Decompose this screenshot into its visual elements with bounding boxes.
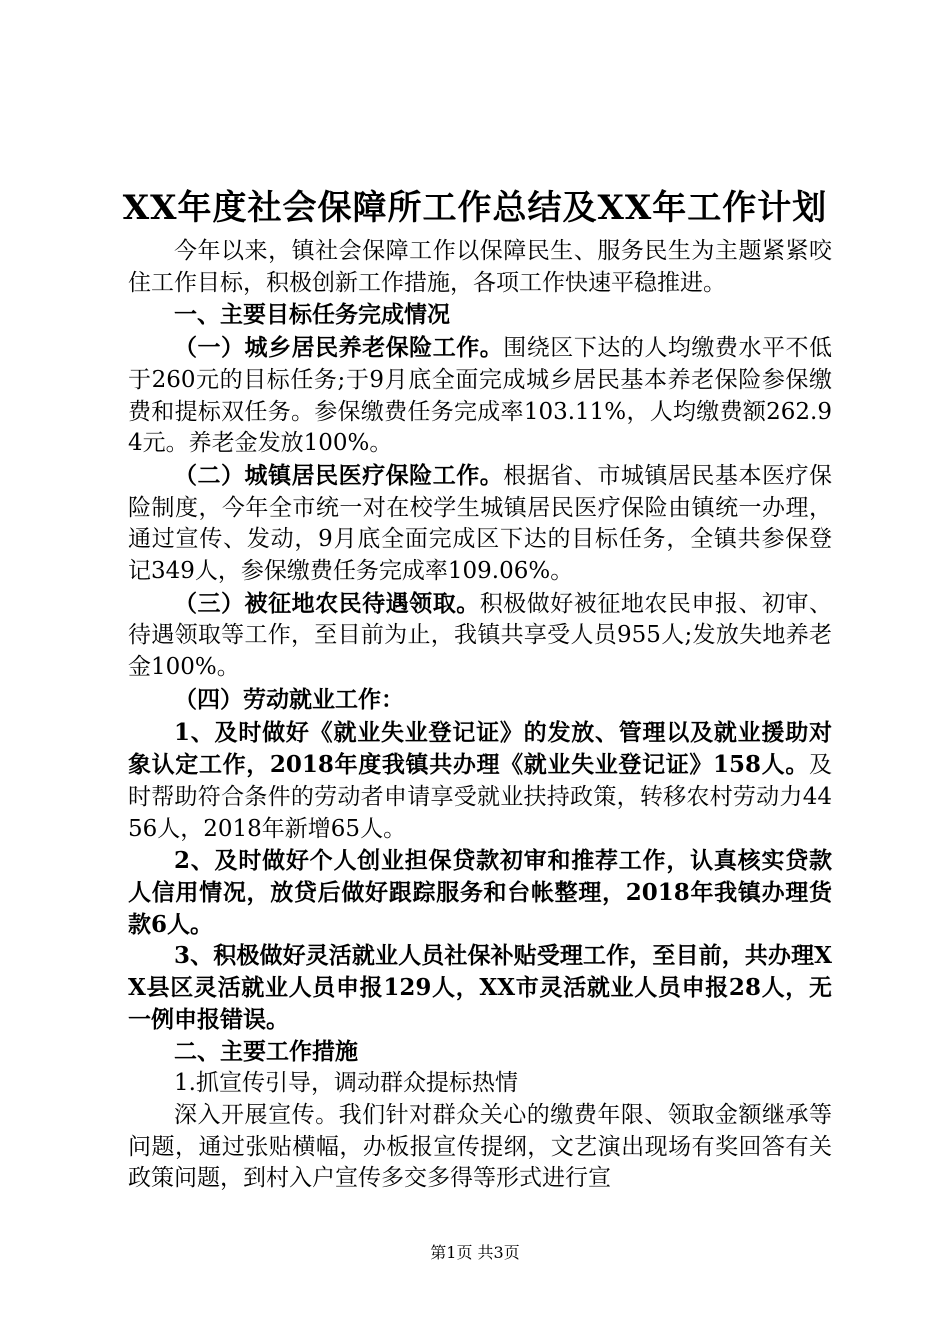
item-3-text: 积极做好被征地农民申报、初审、待遇领取等工作，至目前为止，我镇共享受人员955人;发放失地养老金100%。 — [128, 590, 833, 681]
item-2-paragraph — [128, 460, 832, 588]
section-2-heading-text: 二、主要工作措施 — [174, 1037, 358, 1065]
measure-1-heading: 1.抓宣传引导，调动群众提标热情 — [174, 1070, 518, 1097]
item-4-2-paragraph: 2、及时做好个人创业担保贷款初审和推荐工作，认真核实贷款人信用情况，放贷后做好跟踪服务和台帐整理，2018年我镇办理货款6人。 — [128, 847, 832, 938]
item-3-lead: （三）被征地农民待遇领取。 — [174, 589, 480, 617]
section-1-heading — [128, 299, 832, 332]
page-footer — [0, 1243, 950, 1263]
page-total: 共3页 — [477, 1243, 520, 1262]
intro-paragraph: 今年以来，镇社会保障工作以保障民生、服务民生为主题紧紧咬住工作目标，积极创新工作措施，各项工作快速平稳推进。 — [128, 238, 832, 296]
item-4-1-text: 1、及时做好《就业失业登记证》的发放、管理以及就业援助对象认定工作，2018年度我镇共办理《就业失业登记证》158人。 — [128, 718, 832, 779]
section-1-heading-text: 一、主要目标任务完成情况 — [174, 301, 450, 329]
document-title: XX年度社会保障所工作总结及XX年工作计划 — [122, 188, 828, 228]
measure-1-paragraph: 深入开展宣传。我们针对群众关心的缴费年限、领取金额继承等问题，通过张贴横幅，办板报宣传提纲，文艺演出现场有奖回答有关政策问题，到村入户宣传多交多得等形式进行宣 — [128, 1101, 832, 1192]
item-4-heading — [128, 684, 832, 717]
item-4-1-paragraph — [128, 717, 832, 846]
item-2-text: 根据省、市城镇居民基本医疗保险制度，今年全市统一对在校学生城镇居民医疗保险由镇统一办理，通过宣传、发动，9月底全面完成区下达的目标任务，全镇共参保登记349人，参保缴费任务完成率109.06%。 — [128, 462, 833, 585]
item-4-heading-text: （四）劳动就业工作： — [174, 685, 404, 713]
item-2-lead: （二）城镇居民医疗保险工作。 — [174, 461, 504, 489]
document-body — [128, 236, 832, 1195]
section-2-heading — [128, 1036, 832, 1069]
item-4-1-tail: 及时帮助符合条件的劳动者申请享受就业扶持政策，转移农村劳动力4456人，2018年新增65人。 — [128, 752, 832, 842]
item-1-lead: （一）城乡居民养老保险工作。 — [174, 334, 504, 362]
page-number: 第1页 — [430, 1243, 473, 1262]
item-4-3-paragraph: 3、积极做好灵活就业人员社保补贴受理工作，至目前，共办理XX县区灵活就业人员申报129人，XX市灵活就业人员申报28人，无一例申报错误。 — [128, 942, 832, 1033]
item-1-paragraph — [128, 332, 832, 460]
item-1-text: 围绕区下达的人均缴费水平不低于260元的目标任务;于9月底全面完成城乡居民基本养老保险参保缴费和提标双任务。参保缴费任务完成率103.11%，人均缴费额262.94元。养老金发放100%。 — [128, 335, 833, 457]
item-3-paragraph — [128, 588, 832, 684]
